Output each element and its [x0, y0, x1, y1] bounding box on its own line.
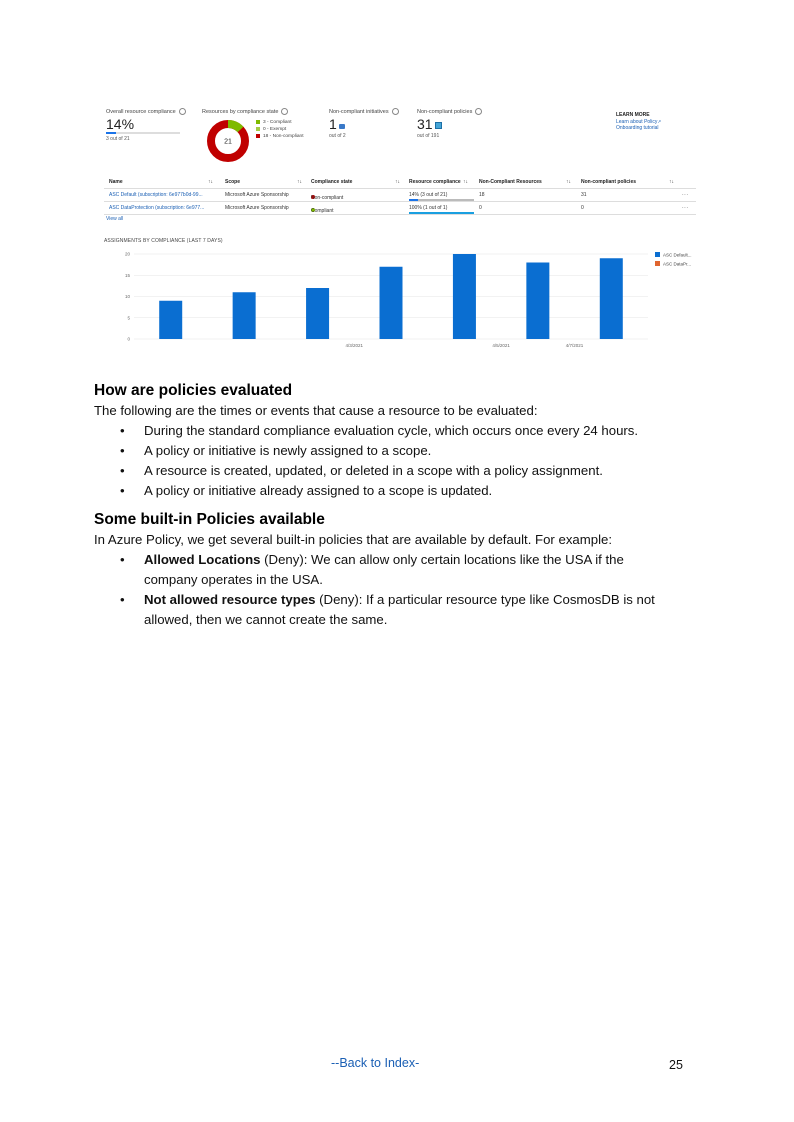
- legend-item-compliant: 3 - Compliant: [256, 119, 304, 126]
- legend-swatch: [655, 261, 660, 266]
- external-link-icon: ↗: [657, 118, 662, 124]
- policy-dashboard-screenshot: [100, 104, 698, 350]
- more-options-icon[interactable]: ···: [682, 205, 689, 211]
- overall-compliance-bar: [106, 132, 180, 134]
- noncompliant-resources-count: 0: [479, 205, 482, 211]
- resource-compliance-text: 100% (1 out of 1): [409, 205, 448, 211]
- section-intro-paragraph: In Azure Policy, we get several built-in policies that are available by default. For example:: [94, 532, 612, 547]
- document-body: [94, 381, 714, 630]
- noncompliant-initiatives-kpi: [329, 108, 399, 139]
- noncompliant-policies-count: 0: [581, 205, 584, 211]
- legend-swatch: [655, 252, 660, 257]
- compliance-state-text: Non-compliant: [311, 195, 344, 201]
- col-header-noncompliant-policies[interactable]: Non-compliant policies: [581, 179, 637, 185]
- legend-label: ASC Default...: [663, 252, 692, 258]
- policies-value: 31: [417, 116, 433, 132]
- initiatives-sub: out of 2: [329, 133, 346, 139]
- list-item: • A policy or initiative is newly assigned to a scope.: [94, 441, 714, 461]
- donut-legend: [256, 119, 304, 140]
- resource-compliance-bar-fill: [409, 212, 474, 214]
- evaluation-triggers-list: [94, 421, 714, 501]
- sort-icon[interactable]: ↑↓: [208, 179, 213, 185]
- initiatives-label: Non-compliant initiatives: [329, 108, 389, 115]
- noncompliant-policies-kpi: [417, 108, 482, 139]
- learn-more-panel: [616, 112, 661, 132]
- resource-compliance-bar-fill: [409, 199, 418, 201]
- info-icon: [281, 108, 288, 115]
- bullet-marker: •: [120, 443, 125, 458]
- legend-item-noncompliant: 18 - Non-compliant: [256, 133, 304, 140]
- col-header-name[interactable]: Name: [109, 179, 123, 185]
- table-header-row: [104, 176, 696, 189]
- y-tick-label: 0: [127, 336, 130, 342]
- table-row[interactable]: [104, 189, 696, 202]
- view-all-link[interactable]: View all: [106, 216, 124, 222]
- col-header-scope[interactable]: Scope: [225, 179, 241, 185]
- back-to-index-link[interactable]: --Back to Index-: [331, 1056, 420, 1070]
- chart-bar: [453, 254, 476, 339]
- col-header-noncompliant-resources[interactable]: Non-Compliant Resources: [479, 179, 542, 185]
- assignment-name-link[interactable]: ASC Default (subscription: 6e977b0d-99...: [109, 192, 203, 198]
- policy-icon: [435, 122, 442, 129]
- policies-label: Non-compliant policies: [417, 108, 473, 115]
- policy-name: Not allowed resource types: [144, 592, 316, 607]
- sort-icon[interactable]: ↑↓: [669, 179, 674, 185]
- x-tick-label: 4/3/2021: [345, 343, 364, 348]
- overall-compliance-kpi: [106, 108, 186, 142]
- donut-center-total: 21: [224, 138, 232, 146]
- info-icon: [179, 108, 186, 115]
- initiatives-value: 1: [329, 116, 337, 132]
- assignments-bar-chart: [100, 244, 698, 350]
- chart-bar: [233, 292, 256, 339]
- y-tick-label: 10: [124, 294, 130, 299]
- legend-label: ASC DataPr...: [663, 261, 692, 267]
- onboarding-tutorial-link[interactable]: Onboarding tutorial: [616, 125, 659, 131]
- resource-compliance-text: 14% (3 out of 21): [409, 192, 448, 198]
- overall-compliance-sub: 3 out of 21: [106, 136, 130, 142]
- x-tick-label: 4/5/2021: [492, 343, 510, 348]
- compliance-donut-chart: [204, 117, 252, 165]
- y-tick-label: 5: [127, 315, 130, 321]
- table-row[interactable]: [104, 202, 696, 215]
- section-intro-paragraph: The following are the times or events that cause a resource to be evaluated:: [94, 403, 538, 418]
- list-item: • A resource is created, updated, or deleted in a scope with a policy assignment.: [94, 461, 714, 481]
- policy-name: Allowed Locations: [144, 552, 261, 567]
- bullet-marker: •: [120, 552, 125, 567]
- overall-compliance-value: 14%: [106, 116, 135, 132]
- info-icon: [475, 108, 482, 115]
- list-item: • Allowed Locations (Deny): We can allow only certain locations like the USA if the company operates in the USA.: [120, 552, 624, 587]
- chart-title: ASSIGNMENTS BY COMPLIANCE (LAST 7 DAYS): [104, 238, 223, 244]
- bullet-marker: •: [120, 463, 125, 478]
- info-icon: [392, 108, 399, 115]
- noncompliant-policies-count: 31: [581, 192, 587, 198]
- chart-bar: [159, 301, 182, 339]
- compliance-state-label: Resources by compliance state: [202, 108, 279, 115]
- page-number: 25: [669, 1058, 683, 1072]
- compliance-state-panel: [202, 108, 304, 165]
- list-item: • A policy or initiative already assigned to a scope is updated.: [94, 481, 714, 501]
- policies-sub: out of 191: [417, 133, 440, 139]
- list-item: • During the standard compliance evaluation cycle, which occurs once every 24 hours.: [94, 421, 714, 441]
- initiative-icon: [339, 124, 345, 129]
- resource-compliance-bar: [409, 212, 474, 214]
- assignments-table: [104, 176, 696, 215]
- chart-bar: [306, 288, 329, 339]
- bullet-marker: •: [120, 592, 125, 607]
- y-tick-label: 15: [124, 272, 130, 278]
- chart-bar: [526, 263, 549, 340]
- compliance-state-text: Compliant: [311, 208, 334, 214]
- noncompliant-resources-count: 18: [479, 192, 485, 198]
- resource-compliance-bar: [409, 199, 474, 201]
- learn-about-policy-link[interactable]: Learn about Policy: [616, 118, 658, 125]
- learn-more-heading: LEARN MORE: [616, 112, 650, 118]
- sort-icon[interactable]: ↑↓: [566, 179, 571, 185]
- bullet-marker: •: [120, 483, 125, 498]
- col-header-compliance-state[interactable]: Compliance state: [311, 179, 353, 185]
- overall-compliance-bar-fill: [106, 132, 116, 134]
- more-options-icon[interactable]: ···: [682, 192, 689, 198]
- x-tick-label: 4/7/2021: [565, 343, 584, 348]
- chart-bar: [380, 267, 403, 339]
- sort-icon[interactable]: ↑↓: [395, 179, 400, 185]
- y-tick-label: 20: [124, 251, 130, 257]
- sort-icon[interactable]: ↑↓: [297, 179, 302, 185]
- list-item: • Not allowed resource types (Deny): If a particular resource type like CosmosDB is not allowed, then we cannot create the same.: [120, 592, 655, 627]
- chart-bar: [600, 258, 623, 339]
- section-heading-policy-evaluation: How are policies evaluated: [94, 382, 293, 399]
- bullet-marker: •: [120, 423, 125, 438]
- assignment-scope: Microsoft Azure Sponsorship: [225, 192, 289, 198]
- builtin-policies-list: [94, 550, 714, 630]
- sort-icon[interactable]: ↑↓: [463, 179, 468, 185]
- col-header-resource-compliance[interactable]: Resource compliance: [409, 179, 461, 185]
- assignment-scope: Microsoft Azure Sponsorship: [225, 205, 289, 211]
- donut-compliant-arc: [228, 124, 241, 130]
- legend-item-exempt: 0 - Exempt: [256, 126, 304, 133]
- section-heading-builtin-policies: Some built-in Policies available: [94, 511, 325, 528]
- overall-compliance-label: Overall resource compliance: [106, 108, 176, 115]
- assignment-name-link[interactable]: ASC DataProtection (subscription: 6e977...: [109, 205, 205, 211]
